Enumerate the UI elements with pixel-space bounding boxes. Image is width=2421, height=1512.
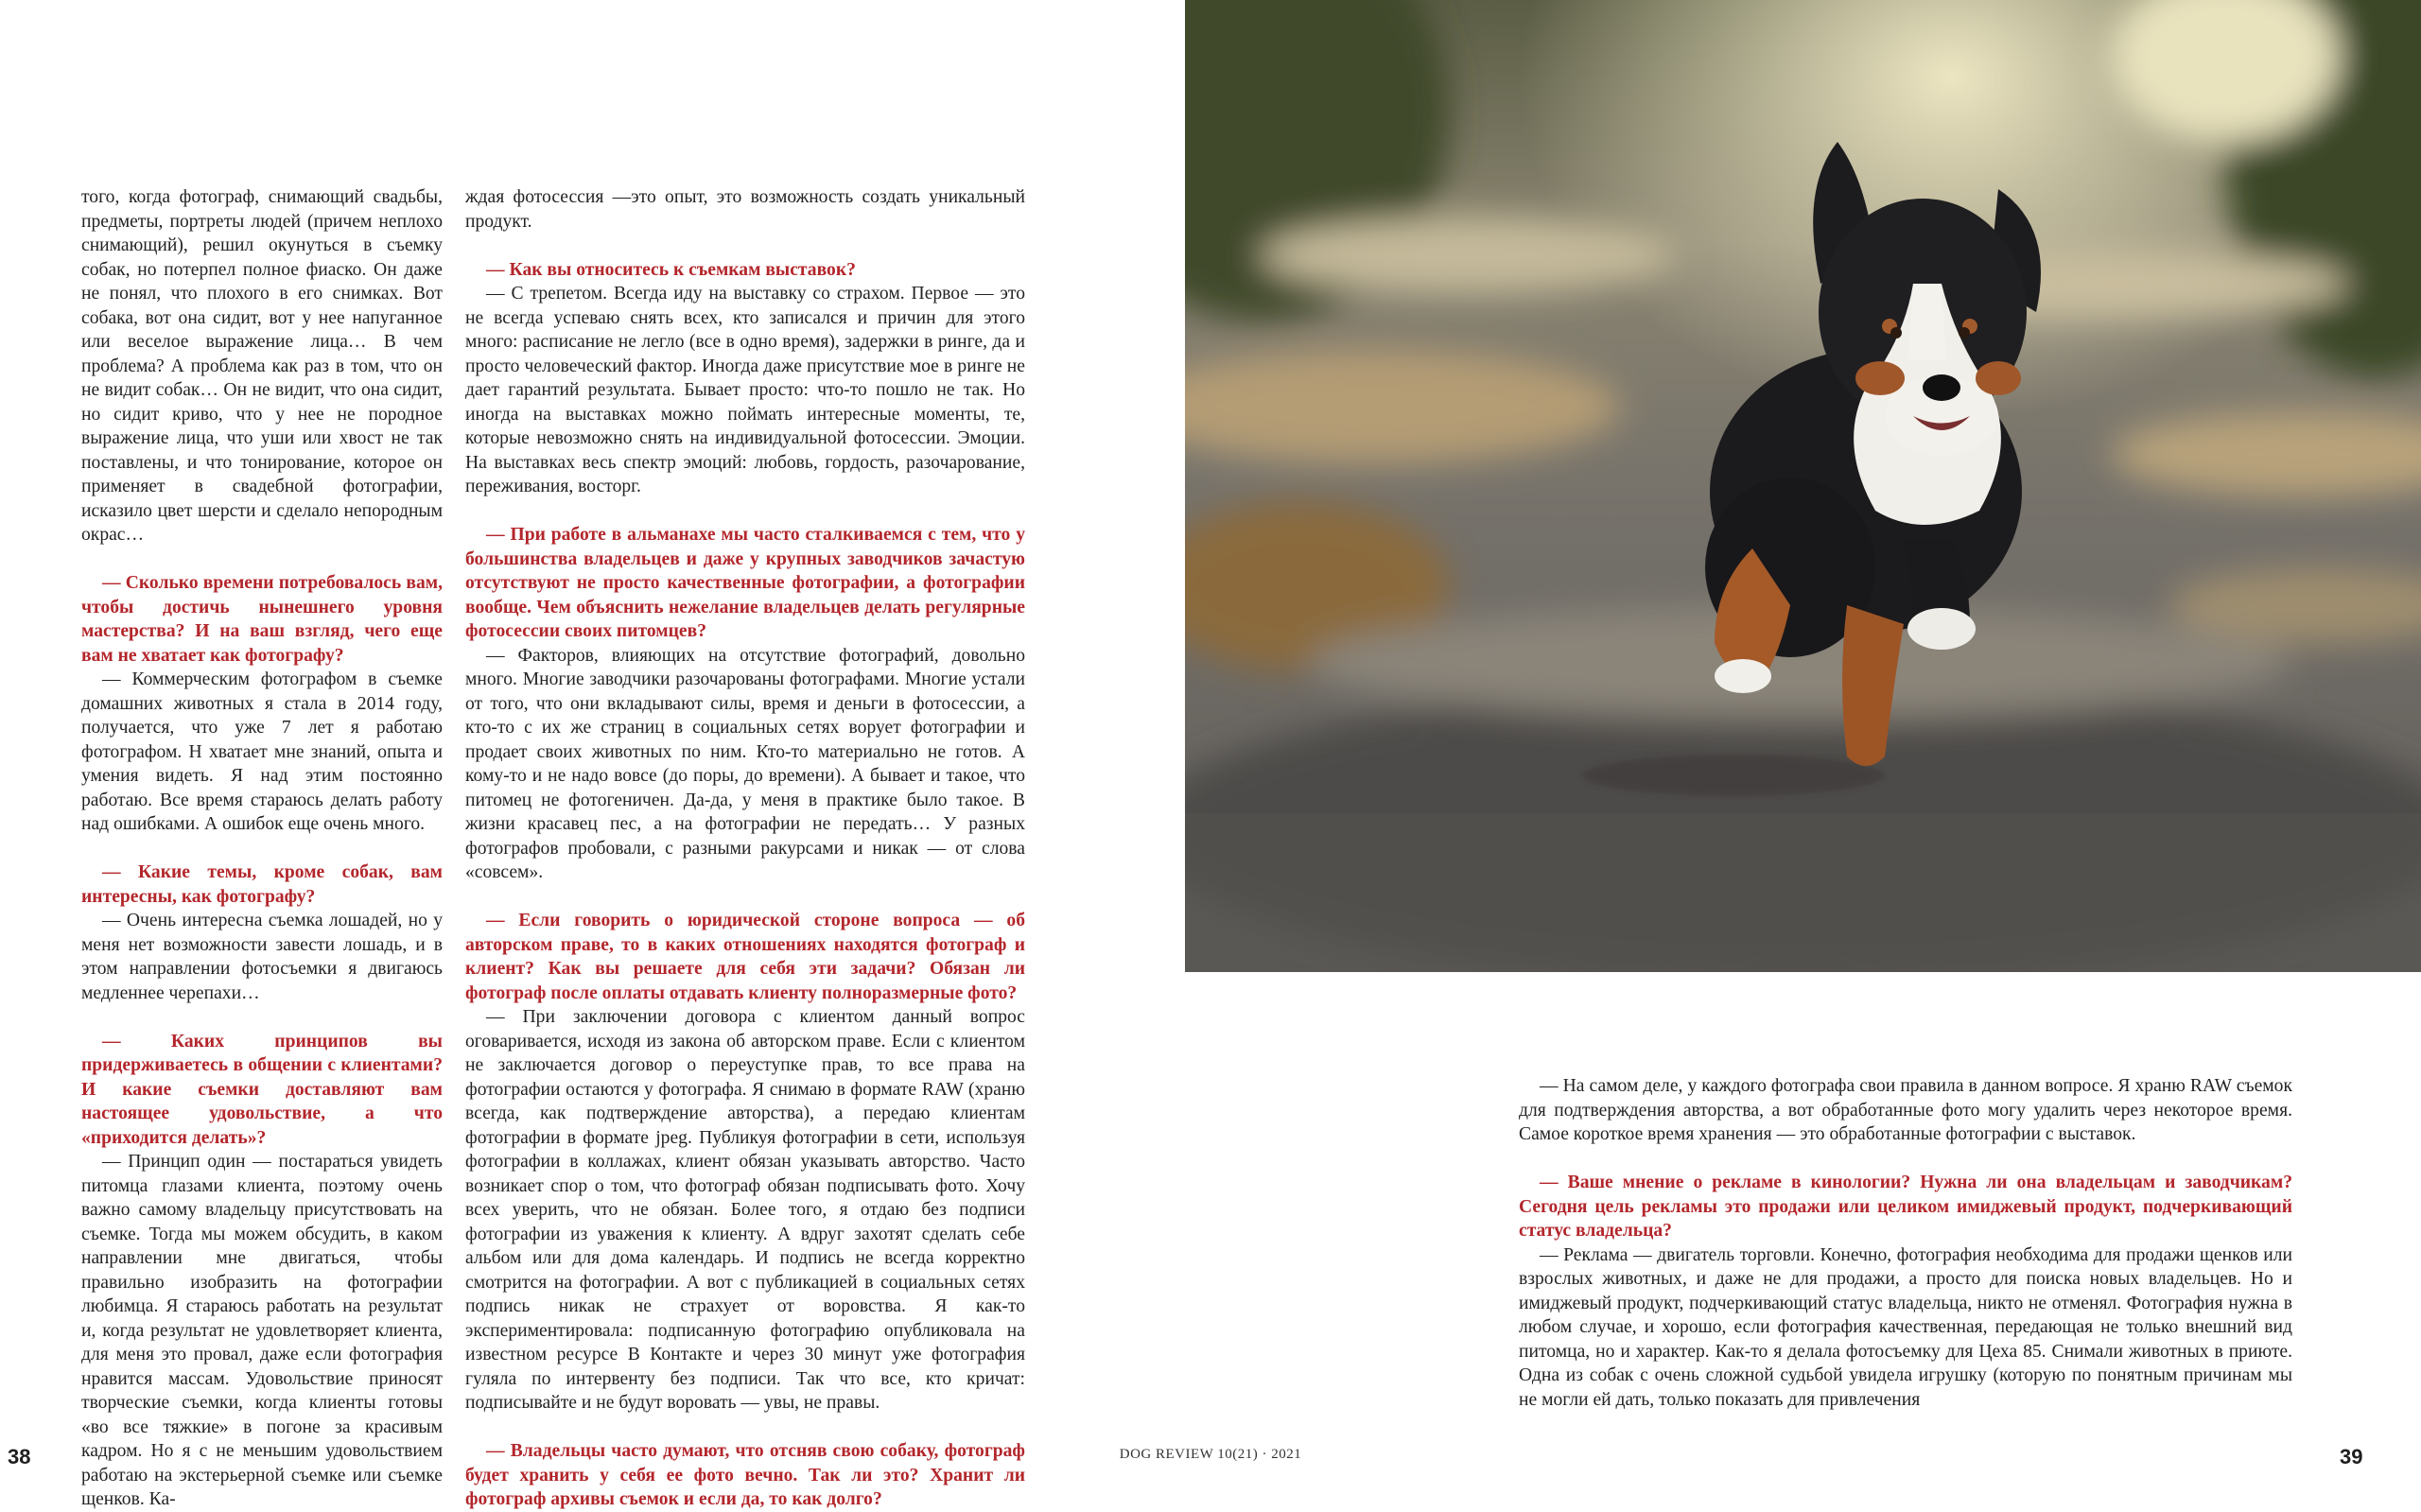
answer-paragraph: — Факторов, влияющих на отсутствие фотографий, довольно много. Многие заводчики разочарованы фотографами. Многие устали от того, что они вкладывают силы, время и деньги в фотосессии, а кто-то с их же страниц в социальных сетях ворует фотографии и продает своих животных по ним. Кто-то материально не готов. А кому-то и не надо вовсе (до поры, до времени). А бывает и такое, что питомец не фотогеничен. Да-да, у меня в практике было такое. В жизни красавец пес, а на фотографии не передать… У разных фотографов пробовали, с разными ракурсами и никак — от слова «совсем». [465,645,1025,882]
dog-photo [1185,0,2421,972]
question-paragraph: — Ваше мнение о рекламе в кинологии? Нужна ли она владельцам и заводчикам? Сегодня цель рекламы это продажи или целиком имиджевый продукт, подчеркивающий статус владельца? [1519,1173,2292,1241]
question-paragraph: — Как вы относитесь к съемкам выставок? [486,259,856,280]
answer-paragraph: — Коммерческим фотографом в съемке домашних животных я стала в 2014 году, получается, что уже 7 лет я работаю фотографом. Н хватает мне знаний, опыта и умения видеть. Я над этим постоянно работаю. Все время стараюсь делать работу над ошибками. А ошибок еще очень много. [81,669,443,834]
page-number-right: 39 [2340,1445,2363,1469]
text-column-middle [465,185,1025,1512]
text-column-right [1519,1074,2292,1412]
text-column-left [81,185,443,1512]
answer-paragraph: — Очень интересна съемка лошадей, но у меня нет возможности завести лошадь, и в этом направлении фотосъемки я двигаюсь медленнее черепахи… [81,911,443,1003]
answer-paragraph: — С трепетом. Всегда иду на выставку со страхом. Первое — это не всегда успеваю снять всех, кто записался и причин для этого много: расписание не легло (все в одно время), задержки в ринге, да и просто человеческий фактор. Иногда даже присутствие мое в ринге не дает гарантий результата. Бывает просто: что-то пошло не так. Но иногда на выставках можно поймать интересные моменты, те, которые невозможно снять на индивидуальной фотосессии. Эмоции. На выставках весь спектр эмоций: любовь, гордость, разочарование, переживания, восторг. [465,284,1025,496]
answer-paragraph: — Принцип один — постараться увидеть питомца глазами клиента, поэтому очень важно самому владельцу присутствовать на съемке. Тогда мы можем обсудить, в каком направлении мне двигаться, чтобы правильно изобразить на фотографии любимца. Я стараюсь работать на результат и, когда результат не удовлетворяет клиента, для меня это провал, даже если фотография нравится массам. Удовольствие приносят творческие съемки, когда клиенты готовы «во все тяжкие» в погоне за красивым кадром. Но я с не меньшим удовольствием работаю на экстерьерной съемке или съемке щенков. Ка- [81,1152,443,1509]
answer-paragraph: ждая фотосессия —это опыт, это возможность создать уникальный продукт. [465,187,1025,232]
footer-title: DOG REVIEW 10(21) · 2021 [1119,1447,1302,1462]
question-paragraph: — Если говорить о юридической стороне вопроса — об авторском праве, то в каких отношениях находятся фотограф и клиент? Как вы решаете для себя эти задачи? Обязан ли фотограф после оплаты отдавать клиенту полноразмерные фото? [465,911,1025,1003]
question-paragraph: — Какие темы, кроме собак, вам интересны, как фотографу? [81,862,443,907]
page-number-left: 38 [8,1445,31,1469]
answer-paragraph: — Реклама — двигатель торговли. Конечно, фотография необходима для продажи щенков или взрослых животных, и даже не для продажи, а просто для поиска новых владельцев. Но и имиджевый продукт, подчеркивающий статус владельца, никто не отменял. Фотография нужна в любом случае, и хорошо, если фотография качественная, передающая не только внешний вид питомца, но и характер. Как-то я делала фотосъемку для Цеха 85. Снимали животных в приюте. Одна из собак с очень сложной судьбой увидела игрушку (которую по понятным причинам мы не могли ей дать, только показать для привлечения [1519,1244,2292,1410]
question-paragraph: — Каких принципов вы придерживаетесь в общении с клиентами? И какие съемки доставляют вам настоящее удовольствие, а что «приходится делать»? [81,1031,443,1148]
answer-paragraph: — На самом деле, у каждого фотографа свои правила в данном вопросе. Я храню RAW съемок для подтверждения авторства, а вот обработанные фото могу удалить через некоторое время. Самое короткое время хранения — это обработанные фотографии с выставок. [1519,1076,2292,1144]
answer-paragraph: — При заключении договора с клиентом данный вопрос оговаривается, исходя из закона об авторском праве. Если с клиентом не заключается договор о переуступке прав, то все права на фотографии остаются у фотографа. Я снимаю в формате RAW (храню всегда, как подтверждение авторства), а передаю клиентам фотографии в формате jpeg. Публикуя фотографии в сети, используя фотографии в коллажах, клиент обязан указывать авторство. Часто возникает спор о том, что фотограф обязан подписывать фото. Хочу всех уверить, что не обязан. Более того, я отдаю без подписи фотографии из уважения к клиенту. А вдруг захотят сделать себе альбом или для дома календарь. И подпись не всегда корректно смотрится на фотографии. А вот с публикацией в социальных сетях подпись никак не страхует от воровства. Я как-то экспериментировала: подписанную фотографию опубликовала на известном ресурсе В Контакте и через 30 минут уже фотография гуляла по интервенту без подписи. Так что все, кто кричат: подписывайте и не будут воровать — увы, не правы. [465,1007,1025,1413]
question-paragraph: — Владельцы часто думают, что отсняв свою собаку, фотограф будет хранить у себя ее фото вечно. Так ли это? Хранит ли фотограф архивы съемок и если да, то как долго? [465,1441,1025,1509]
answer-paragraph: того, когда фотограф, снимающий свадьбы, предметы, портреты людей (причем неплохо снимающий), решил окунуться в съемку собак, но потерпел полное фиаско. Он даже не понял, что плохого в его снимках. Вот собака, вот она сидит, вот у нее напуганное или веселое выражение лица… В чем проблема? А проблема как раз в том, что он не видит собак… Он не видит, что она сидит, но сидит криво, что у нее не породное выражение лица, что уши или хвост не так поставлены, и что тонирование, которое он применяет в свадебной фотографии, исказило цвет шерсти и сделало непородным окрас… [81,187,443,545]
question-paragraph: — Сколько времени потребовалось вам, чтобы достичь нынешнего уровня мастерства? И на ваш взгляд, чего еще вам не хватает как фотографу? [81,573,443,666]
question-paragraph: — При работе в альманахе мы часто сталкиваемся с тем, что у большинства владельцев и даже у крупных заводчиков зачастую отсутствуют не просто качественные фотографии, а фотографии вообще. Чем объяснить нежелание владельцев делать регулярные фотосессии своих питомцев? [465,525,1025,641]
